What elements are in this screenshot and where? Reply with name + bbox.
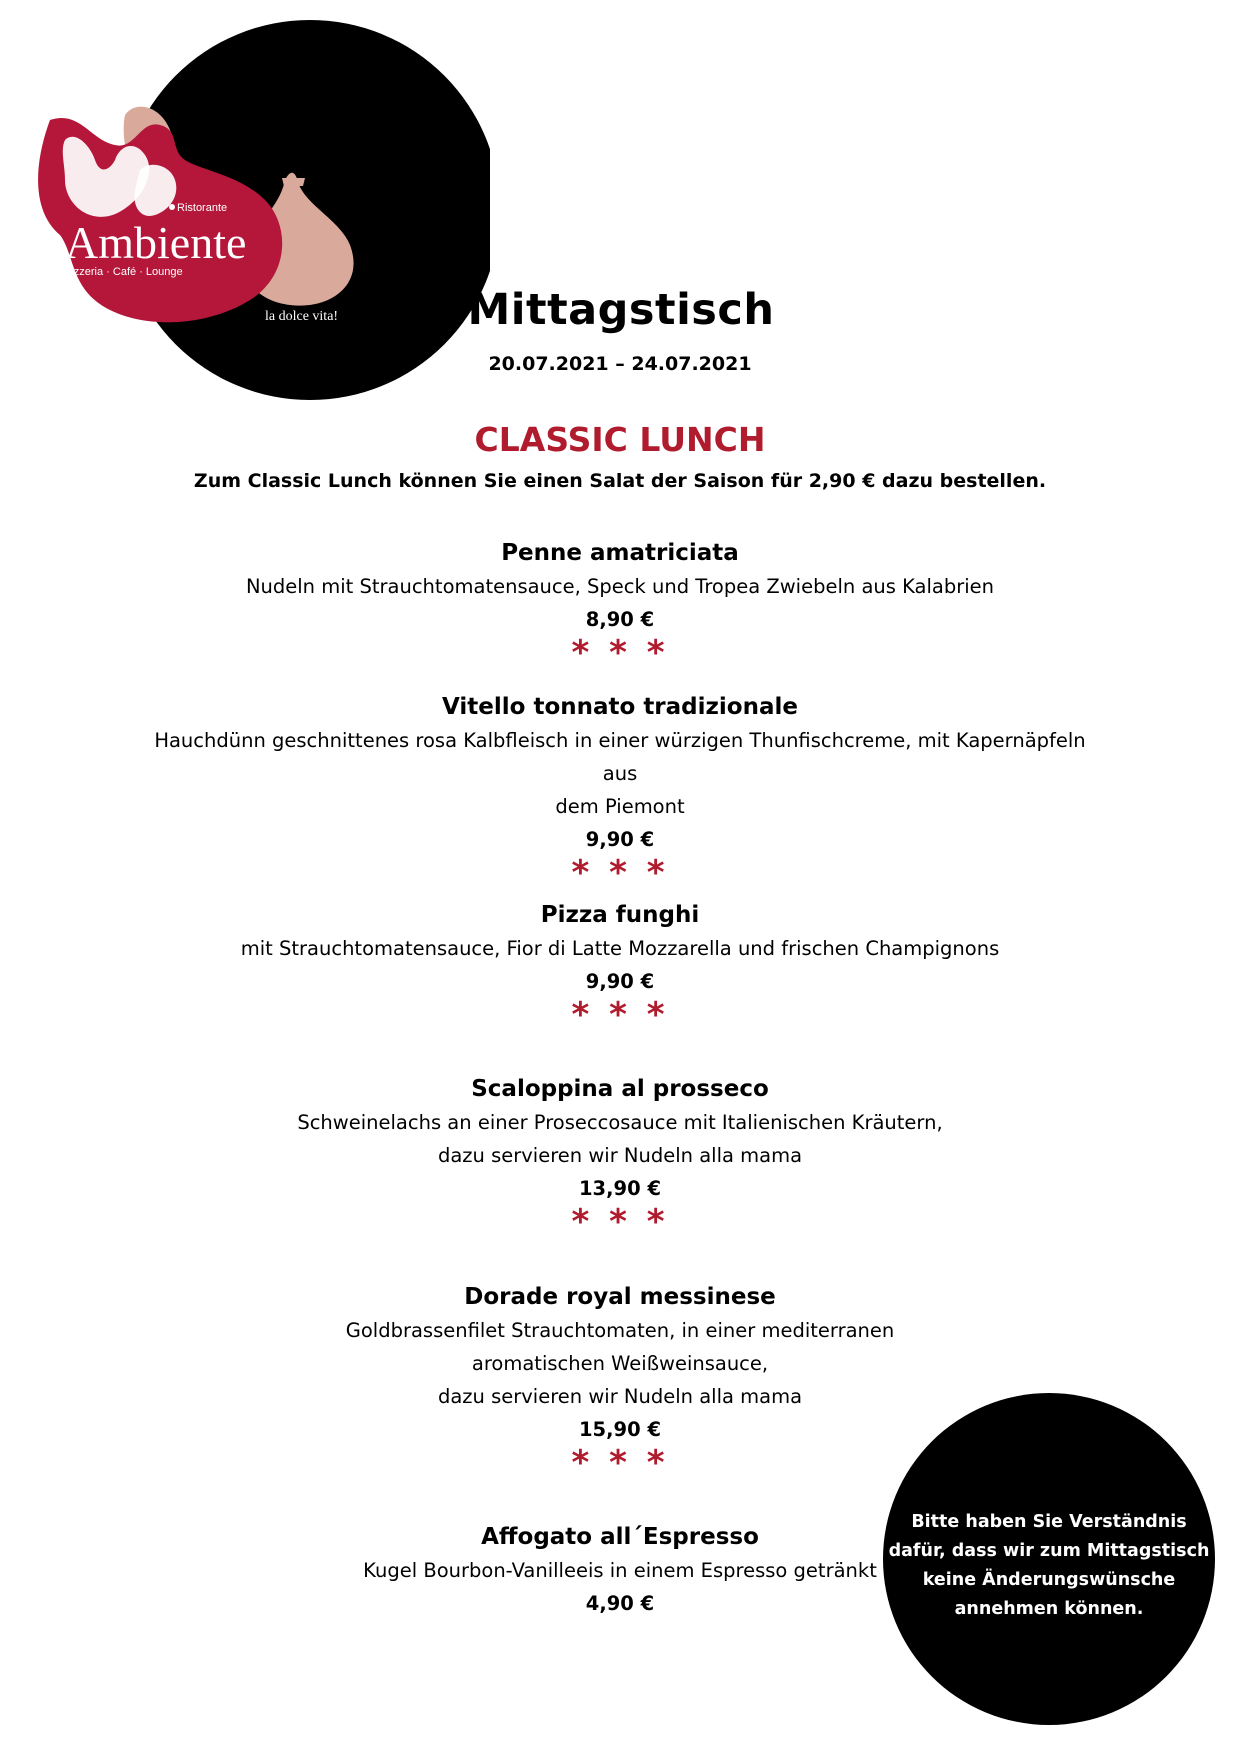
dish-price: 8,90 € (585, 608, 655, 631)
notice-line: annehmen können. (954, 1599, 1144, 1619)
logo-tagline: Pizzeria · Café · Lounge (64, 266, 183, 278)
dish-description: Kugel Bourbon-Vanilleeis in einem Espresso getränkt (363, 1559, 877, 1582)
logo-prefix: Ristorante (177, 202, 228, 214)
dish-description: Hauchdünn geschnittenes rosa Kalbfleisch in einer würzigen Thunfischcreme, mit Kapernäpfeln aus (154, 729, 1086, 785)
date-range: 20.07.2021 – 24.07.2021 (488, 353, 752, 375)
separator-stars: * * * (571, 1443, 669, 1483)
dish-name: Pizza funghi (540, 902, 700, 928)
section-title: CLASSIC LUNCH (474, 420, 766, 459)
menu-item (140, 1072, 1100, 1242)
dish-name: Vitello tonnato tradizionale (442, 694, 798, 720)
dish-description: aromatischen Weißweinsauce, (471, 1352, 769, 1375)
notice-line: keine Änderungswünsche (922, 1570, 1176, 1590)
separator-stars: * * * (571, 1202, 669, 1242)
dish-name: Scaloppina al prosseco (471, 1076, 769, 1102)
separator-stars: * * * (571, 853, 669, 893)
dish-price: 4,90 € (585, 1592, 655, 1615)
dish-price: 9,90 € (585, 828, 655, 851)
logo-brand: Ambiente (65, 217, 247, 268)
dish-name: Dorade royal messinese (464, 1284, 776, 1310)
menu-item (140, 536, 1100, 673)
dish-description: dem Piemont (555, 795, 685, 818)
notice-line: Bitte haben Sie Verständnis (911, 1512, 1187, 1532)
logo-slogan: la dolce vita! (265, 309, 339, 324)
dish-description: dazu servieren wir Nudeln alla mama (437, 1385, 803, 1408)
menu-item (140, 690, 1100, 893)
dish-description: Nudeln mit Strauchtomatensauce, Speck und Tropea Zwiebeln aus Kalabrien (245, 575, 995, 598)
notice-circle (883, 1393, 1215, 1725)
dish-description: Schweinelachs an einer Proseccosauce mit Italienischen Kräutern, (297, 1111, 943, 1134)
dish-price: 13,90 € (578, 1177, 662, 1200)
dish-description: dazu servieren wir Nudeln alla mama (437, 1144, 803, 1167)
notice-text (883, 1508, 1215, 1624)
section-subtitle: Zum Classic Lunch können Sie einen Salat der Saison für 2,90 € dazu bestellen. (193, 470, 1047, 492)
menu-item (140, 898, 1100, 1035)
restaurant-logo (20, 20, 490, 405)
separator-stars: * * * (571, 633, 669, 673)
dish-description: Goldbrassenfilet Strauchtomaten, in einer mediterranen (345, 1319, 895, 1342)
dish-name: Affogato all´Espresso (481, 1524, 759, 1550)
dish-price: 9,90 € (585, 970, 655, 993)
separator-stars: * * * (571, 995, 669, 1035)
dish-name: Penne amatriciata (501, 540, 739, 566)
dish-description: mit Strauchtomatensauce, Fior di Latte Mozzarella und frischen Champignons (240, 937, 1000, 960)
notice-line: dafür, dass wir zum Mittagstisch (888, 1541, 1210, 1561)
dish-price: 15,90 € (578, 1418, 662, 1441)
page-title: Mittagstisch (467, 285, 775, 335)
